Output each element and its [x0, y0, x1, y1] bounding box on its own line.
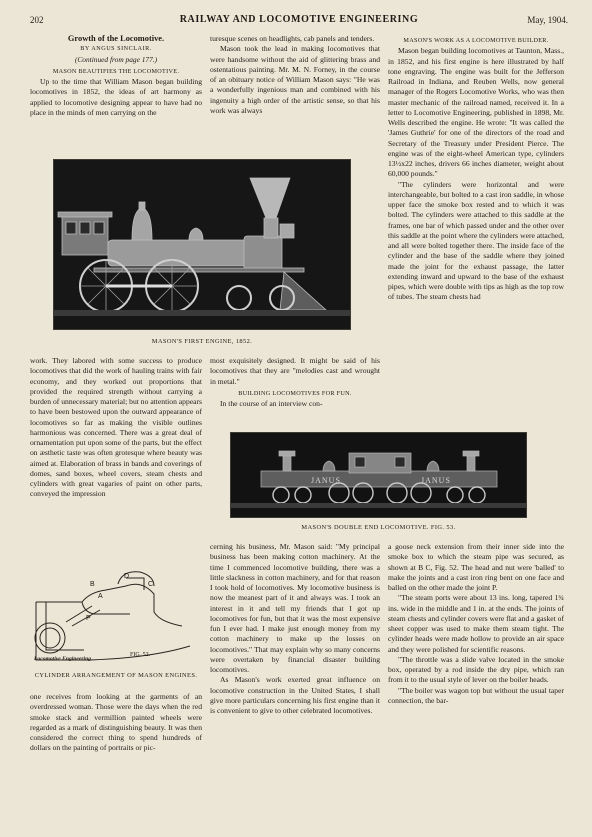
fig-letter-p: P [86, 615, 91, 622]
paragraph: most exquisitely designed. It might be said of his locomotives that they are "melodies cast and wrought in metal." [210, 356, 380, 386]
column-1-top [30, 34, 202, 152]
fig-letter-b: B [90, 581, 95, 588]
subhead-mason-work: MASON'S WORK AS A LOCOMOTIVE BUILDER. [403, 37, 549, 44]
column-3 [388, 34, 564, 480]
locomotive-1852-image [54, 160, 351, 330]
engine-name-left: JANUS [311, 476, 341, 485]
cylinder-diagram [30, 566, 202, 666]
paragraph: a goose neck extension from their inner side into the smoke box to which the steam pipe was secured, as shown at B C, Fig. 52. The head and nut were 'balled' to make the joints and a cast iron ring bent on one face and balled on the other made the joint P. [388, 542, 564, 592]
paragraph: As Mason's work exerted great influence on locomotive construction in the United States, I shall give more particulars concerning his first engine than it is convenient to give to other celebrated locomotives. [210, 675, 380, 715]
figure-2-caption: MASON'S DOUBLE END LOCOMOTIVE. FIG. 53. [301, 524, 456, 531]
subhead-building-for-fun: BUILDING LOCOMOTIVES FOR FUN. [238, 389, 352, 397]
issue-date: May, 1904. [527, 15, 568, 25]
paragraph: work. They labored with some success to produce locomotives that did the work of hauling trains with fair economy, and they worked out proportions that provided the required strength without carrying a burden of unnecessary material; but no attention appears to have been bestowed upon the outward appearance of locomotives so far as making the visible outlines harmonious was concerned. There was a great deal of ornamentation put upon some of the parts, but the effect on æsthetic taste was often grotesque where beauty was aimed at. Elaboration of brass in bands and coverings of domes, sand boxes, wheel covers, steam chests and cylinders with great vagaries of paint on other parts, conveyed the impression [30, 356, 202, 499]
paragraph: Up to the time that William Mason began building locomotives in 1852, the ideas of art harmony as applied to locomotive designing appear to have had no place in the minds of men carrying on the [30, 77, 202, 117]
paragraph: "The cylinders were horizontal and were interchangeable, but bolted to a cast iron saddle, in whose upper face the smoke box rested and to which it was bolted. The cylinders were attached to this saddle at the frames, one bar of which passed under and the other over this saddle at the point where the cylinders were attached, and all were bolted together there. The inside face of the cylinder and the base of the saddle where they joined made the joint for the exhaust passage, the latter extending inward and upward to the base of the exhaust pipes, which were double with tips as high as the top row of tubes. The steam chests had [388, 179, 564, 302]
figure-credit: Locomotive Engineering [34, 656, 92, 662]
paragraph: Mason began building locomotives at Taunton, Mass., in 1852, and his first engine is here illustrated by half tone engraving. The engine was built for the Jefferson Railroad in Indiana, and Reuben Wells, now general manager of the Rogers Locomotive Works, who was then master mechanic of the railroad named, received it. In a letter to Locomotive Engineering, published in 1898, Mr. Wells described the engine. He wrote: "It was called the 'James Guthrie' for one of the directors of the road and Secretary of the Treasury under President Pierce. The engine was of the eight-wheel American type, cylinders 13½x22 inches, drivers 66 inches diameter, weight about 60,000 pounds." [388, 46, 564, 179]
paragraph: In the course of an interview con- [220, 399, 323, 408]
column-1-middle [30, 356, 202, 566]
column-2-top [210, 34, 380, 152]
column-1-bottom [30, 692, 202, 828]
paragraph: Mason took the lead in making locomotives that were handsome without the aid of glittering brass and ostentatious painting. Mr. M. N. Forney, in the course of an obituary notice of William Mason says: "He was a wonderfully ingenious man and combined with his ingenuity a high order of the artistic sense, so that his work was always [210, 44, 380, 115]
subhead-mason-beautifies: MASON BEAUTIFIES THE LOCOMOTIVE. [52, 67, 180, 75]
fig-letter-a: A [98, 593, 103, 600]
fig-letter-c: C [148, 581, 154, 588]
article-title: Growth of the Locomotive. [67, 34, 165, 43]
fig-number: FIG. 52. [130, 652, 151, 658]
column-2-middle [210, 356, 380, 422]
engine-name-right: JANUS [421, 476, 451, 485]
paragraph: "The boiler was wagon top but without the usual taper connection, the bar- [388, 685, 564, 705]
column-2-bottom [210, 542, 380, 830]
figure-3-caption: CYLINDER ARRANGEMENT OF MASON ENGINES. [34, 672, 198, 679]
paragraph: cerning his business, Mr. Mason said: "My principal business has been making cotton machinery. At the time I commenced locomotive building, there was a little slackness in cotton machinery, and for that reason I took hold of locomotives. My locomotive business is now the meanest part of it and always was. I took an interest in it and tell my friends that I got up locomotives for fun, but that it was the most expensive fun I ever had. I make just enough money from my cotton machinery to make up the losses on locomotives." That may explain why so many concerns were overtaken by financial disaster building locomotives. [210, 542, 380, 674]
page-header [30, 14, 568, 28]
figure-1-caption: MASON'S FIRST ENGINE, 1852. [151, 338, 253, 345]
paragraph: "The throttle was a slide valve located in the smoke box, operated by a rod inside the dry pipe, which ran from it to the usual style of lever on the boiler heads. [388, 654, 564, 685]
article-byline: BY ANGUS SINCLAIR. [80, 45, 152, 53]
paragraph: "The steam ports were about 13 ins. long, tapered 1¾ ins. wide in the middle and 1 in. at the ends. The joints of steam chests and cylinder covers were flat and a gasket of sheet copper was used to make them steam tight. The cylinder heads were made hollow to provide an air space and they were polished for scientific reasons. [388, 593, 564, 654]
figure-cylinder-arrangement [30, 566, 202, 666]
column-3-bottom [388, 542, 564, 830]
figure-double-end-locomotive [230, 432, 527, 518]
page-number: 202 [30, 15, 44, 25]
figure-first-engine [53, 159, 351, 330]
continued-note: (Continued from page 177.) [74, 54, 158, 64]
journal-title: RAILWAY AND LOCOMOTIVE ENGINEERING [179, 14, 419, 25]
fig-letter-d: D [124, 573, 130, 580]
paragraph: one receives from looking at the garments of an overdressed woman. Those were the days when the red smoke stack and vermillion painted wheels were regarded as a mark of distinguishing beauty. It was then considered the correct thing to spend hundreds of dollars on the painting of portraits or pic- [30, 692, 202, 753]
paragraph: turesque scenes on headlights, cab panels and tenders. [210, 34, 375, 43]
double-end-locomotive-image [231, 433, 527, 518]
